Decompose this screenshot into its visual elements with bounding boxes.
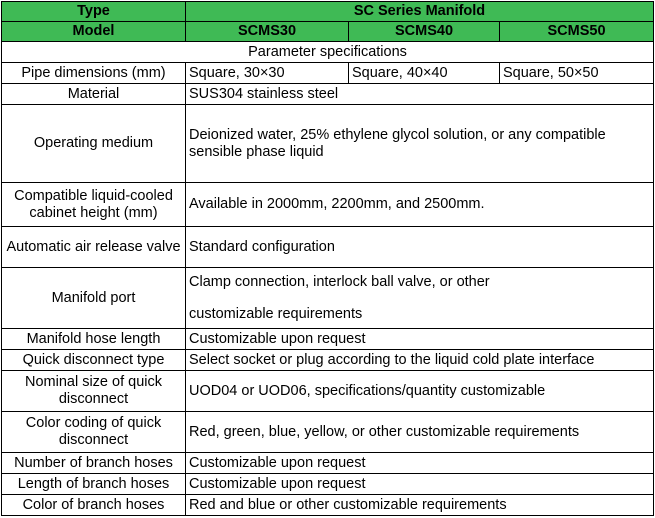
value-air-release-valve: Standard configuration: [186, 227, 654, 268]
row-cabinet-height: [2, 183, 654, 227]
model-scms30: SCMS30: [186, 22, 349, 42]
label-manifold-hose-length: Manifold hose length: [2, 329, 186, 350]
label-pipe-dimensions: Pipe dimensions (mm): [2, 63, 186, 84]
value-manifold-hose-length: Customizable upon request: [186, 329, 654, 350]
row-manifold-port: [2, 268, 654, 329]
row-material: [2, 84, 654, 105]
type-label: Type: [2, 2, 186, 22]
value-qd-type: Select socket or plug according to the liquid cold plate interface: [186, 350, 654, 371]
value-manifold-port-line1: Clamp connection, interlock ball valve, or other: [189, 273, 490, 290]
value-manifold-port-line2: customizable requirements: [189, 305, 363, 322]
value-manifold-port: [186, 268, 654, 329]
row-manifold-hose-length: [2, 329, 654, 350]
section-title: Parameter specifications: [2, 42, 654, 63]
row-operating-medium: [2, 105, 654, 183]
row-branch-length: [2, 474, 654, 495]
value-material: SUS304 stainless steel: [186, 84, 654, 105]
label-qd-type: Quick disconnect type: [2, 350, 186, 371]
row-air-release-valve: [2, 227, 654, 268]
value-cabinet-height: Available in 2000mm, 2200mm, and 2500mm.: [186, 183, 654, 227]
value-qd-size: UOD04 or UOD06, specifications/quantity customizable: [186, 371, 654, 412]
header-row-type: [2, 2, 654, 22]
label-branch-length: Length of branch hoses: [2, 474, 186, 495]
label-qd-color: Color coding of quick disconnect: [2, 412, 186, 453]
row-qd-type: [2, 350, 654, 371]
value-pipe-scms40: Square, 40×40: [349, 63, 500, 84]
label-air-release-valve: Automatic air release valve: [2, 227, 186, 268]
label-branch-count: Number of branch hoses: [2, 453, 186, 474]
label-cabinet-height: Compatible liquid-cooled cabinet height (mm): [2, 183, 186, 227]
row-branch-color: [2, 495, 654, 516]
label-manifold-port: Manifold port: [2, 268, 186, 329]
value-qd-color: Red, green, blue, yellow, or other customizable requirements: [186, 412, 654, 453]
header-row-model: [2, 22, 654, 42]
section-row: [2, 42, 654, 63]
row-pipe-dimensions: [2, 63, 654, 84]
row-branch-count: [2, 453, 654, 474]
value-operating-medium: Deionized water, 25% ethylene glycol solution, or any compatible sensible phase liquid: [186, 105, 654, 183]
label-qd-size: Nominal size of quick disconnect: [2, 371, 186, 412]
spec-table: [1, 1, 654, 516]
row-qd-color: [2, 412, 654, 453]
model-scms40: SCMS40: [349, 22, 500, 42]
series-label: SC Series Manifold: [186, 2, 654, 22]
value-pipe-scms50: Square, 50×50: [500, 63, 654, 84]
value-branch-count: Customizable upon request: [186, 453, 654, 474]
value-branch-length: Customizable upon request: [186, 474, 654, 495]
model-scms50: SCMS50: [500, 22, 654, 42]
label-branch-color: Color of branch hoses: [2, 495, 186, 516]
model-label: Model: [2, 22, 186, 42]
label-operating-medium: Operating medium: [2, 105, 186, 183]
value-branch-color: Red and blue or other customizable requirements: [186, 495, 654, 516]
value-pipe-scms30: Square, 30×30: [186, 63, 349, 84]
row-qd-size: [2, 371, 654, 412]
label-material: Material: [2, 84, 186, 105]
